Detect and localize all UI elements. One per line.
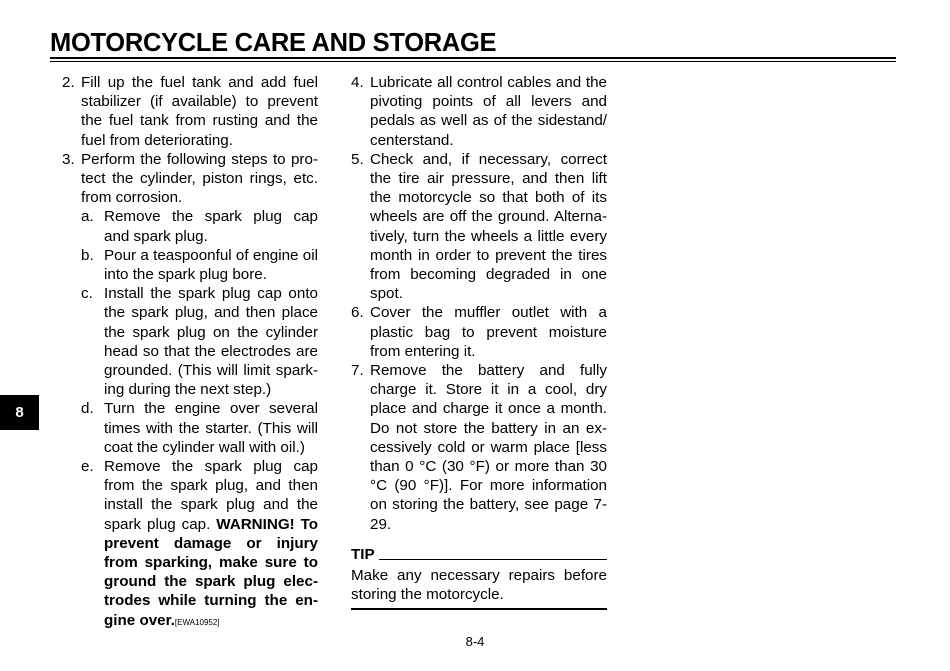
substep-list [81, 207, 318, 631]
step-number: 3. [62, 150, 75, 168]
substep-text: Pour a teaspoonful of engine oil into the spark plug bore. [104, 246, 318, 284]
step-4 [351, 73, 607, 150]
substep-e [81, 457, 318, 632]
page-title: MOTORCYCLE CARE AND STORAGE [50, 29, 497, 57]
substep-text: Install the spark plug cap onto the spark plug, and then place the spark plug on the cylinder head so that the electrodes are grounded. (This will limit sparking during the next step.) [104, 285, 318, 399]
step-number: 2. [62, 74, 75, 91]
step-5 [351, 150, 607, 304]
substep-letter: e. [81, 458, 94, 476]
section-tab: 8 [0, 395, 39, 430]
warning-text: WARNING! To prevent damage or injury from sparking, make sure to ground the spark plug electrodes while turning the engine over. [104, 515, 319, 629]
substep-a [81, 207, 318, 245]
step-6 [351, 303, 607, 361]
step-number: 5. [351, 150, 364, 168]
title-rule-thick [50, 57, 896, 59]
step-number: 4. [351, 74, 364, 91]
title-rule-thin [50, 61, 896, 62]
right-column [351, 73, 607, 610]
substep-letter: b. [81, 246, 94, 264]
left-column [62, 73, 318, 632]
substep-letter: c. [81, 285, 93, 303]
step-number: 7. [351, 362, 364, 380]
substep-letter: d. [81, 400, 94, 418]
substep-text: Remove the spark plug cap and spark plug. [104, 208, 318, 245]
substep-b [81, 246, 318, 284]
step-number: 6. [351, 304, 364, 322]
step-3 [62, 150, 318, 632]
step-text: Fill up the fuel tank and add fuel stabilizer (if available) to prevent the fuel tank from rusting and the fuel from deteriorating. [81, 74, 318, 149]
step-7 [351, 361, 607, 534]
substep-text: Turn the engine over several times with the starter. (This will coat the cylinder wall with oil.) [104, 400, 318, 456]
tip-label: TIP [351, 545, 375, 563]
substep-letter: a. [81, 208, 94, 226]
step-2 [62, 73, 318, 150]
tip-end-rule [351, 608, 607, 610]
substep-text: Remove the spark plug cap from the spark plug, and then install the spark plug and the spark plug cap. [104, 458, 318, 533]
substep-c [81, 284, 318, 399]
step-text: Cover the muffler outlet with a plastic bag to prevent moisture from entering it. [370, 304, 607, 360]
page-number: 8-4 [465, 634, 485, 649]
warning-code: [EWA10952] [174, 617, 220, 627]
step-text: Remove the battery and fully charge it. Store it in a cool, dry place and charge it once a month. Do not store the battery in an excessively cold or warm place [less than 0 °C (30 °F) or more than 30 °C (90 °F)]. For more information on storing the battery, see page 7-29. [370, 362, 607, 533]
tip-text: Make any necessary repairs before storing the motorcycle. [351, 566, 607, 604]
tip-box [351, 546, 607, 610]
substep-d [81, 399, 318, 457]
tip-header-rule [379, 559, 607, 560]
step-text: Lubricate all control cables and the pivoting points of all levers and pedals as well as of the sidestand/​centerstand. [370, 74, 607, 149]
step-text: Perform the following steps to protect the cylinder, piston rings, etc. from corrosion. [81, 150, 318, 207]
tip-header [351, 546, 607, 563]
step-text: Check and, if necessary, correct the tire air pressure, and then lift the motorcycle so that both of its wheels are off the ground. Alternatively, turn the wheels a little every month in order to prevent the tires from becoming degraded in one spot. [370, 150, 607, 303]
